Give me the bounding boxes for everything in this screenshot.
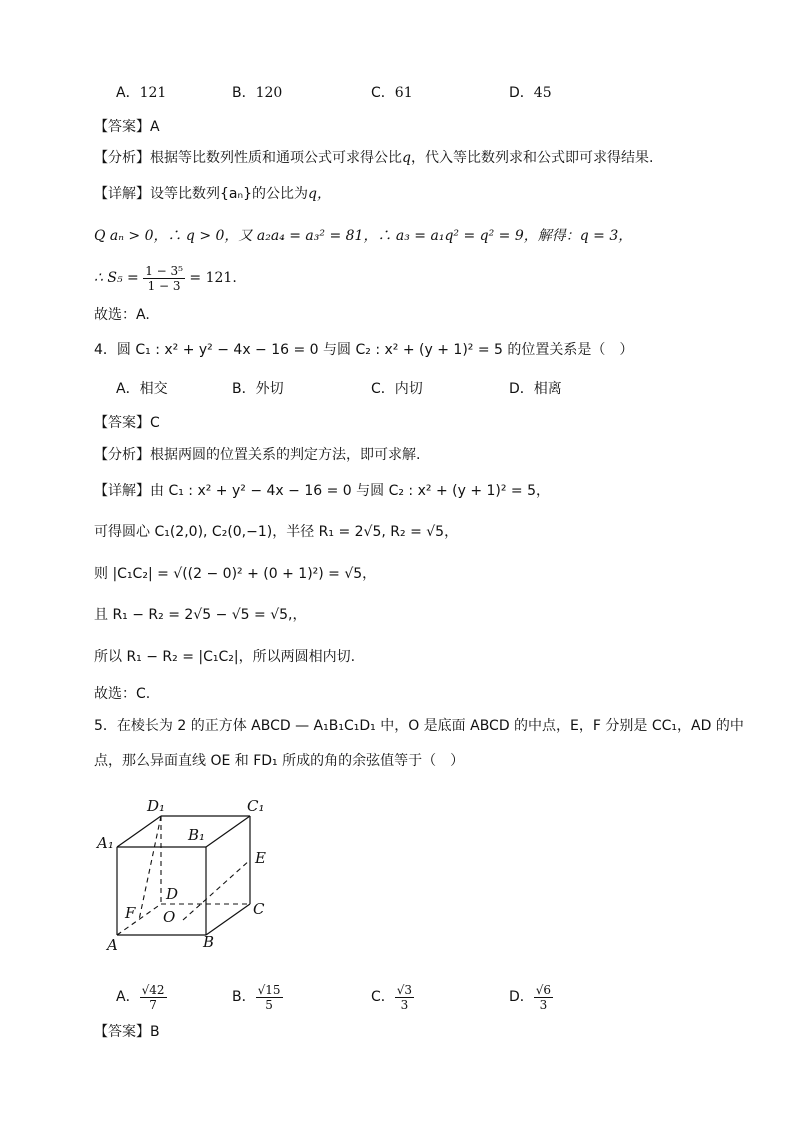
- label-b: B: [203, 933, 215, 951]
- q4-option-b: B．外切: [232, 381, 284, 397]
- q5-option-a-fraction: $\frac{√42}{7}$: [141, 982, 165, 1012]
- q3-analysis: 【分析】根据等比数列性质和通项公式可求得公比q，代入等比数列求和公式即可求得结果.: [94, 150, 654, 166]
- q5-answer: 【答案】B: [94, 1024, 160, 1040]
- label-d: D: [166, 885, 179, 903]
- q4-detail: 【详解】由 C₁ : x² + y² − 4x − 16 = 0 与圆 C₂ : x² + (y + 1)² = 5，: [94, 483, 551, 499]
- q4-option-a: A．相交: [116, 381, 168, 397]
- label-b1: B₁: [188, 826, 206, 844]
- aux: [139, 920, 206, 935]
- label-c: C: [253, 900, 265, 918]
- q4-answer: 【答案】C: [94, 415, 160, 431]
- label-o: O: [163, 908, 176, 926]
- q3-step1: Q aₙ > 0，∴ q > 0，又 a₂a₄ = a₃² = 81，∴ a₃ = a₁q² = q² = 9，解得：q = 3，: [94, 228, 633, 244]
- q3-detail: 【详解】设等比数列{aₙ}的公比为q，: [94, 186, 331, 202]
- q5-stem-line1: 5．在棱长为 2 的正方体 ABCD — A₁B₁C₁D₁ 中，O 是底面 ABCD 的中点，E，F 分别是 CC₁，AD 的中: [94, 718, 744, 734]
- edge-b-c: [206, 904, 250, 935]
- hidden-guide: [161, 816, 206, 935]
- q4-analysis: 【分析】根据两圆的位置关系的判定方法，即可求解.: [94, 447, 421, 463]
- edge-a-d-hidden: [117, 904, 161, 935]
- q5-option-c: C． $\frac{√3}{3}$: [371, 982, 413, 1012]
- edge-a1-d1: [117, 816, 161, 847]
- q3-answer: 【答案】A: [94, 119, 160, 135]
- q4-option-d: D．相离: [509, 381, 562, 397]
- q4-line4: 且 R₁ − R₂ = 2√5 − √5 = √5,，: [94, 607, 307, 623]
- q3-option-b: B．120: [232, 85, 283, 101]
- q5-option-b: B． $\frac{√15}{5}$: [232, 982, 281, 1012]
- q4-line2: 可得圆心 C₁(2,0), C₂(0,−1)，半径 R₁ = 2√5, R₂ = √5，: [94, 524, 459, 540]
- q3-option-d: D．45: [509, 85, 552, 101]
- q5-option-a: A． $\frac{√42}{7}$: [116, 982, 165, 1012]
- q3-option-a: A．121: [116, 85, 167, 101]
- label-f: F: [125, 904, 136, 922]
- segment-o-e: [183, 860, 250, 920]
- q3-sum-fraction: $\frac{\text{1 − 3⁵}}{1 - 3}$: [145, 263, 183, 293]
- q5-option-c-fraction: $\frac{√3}{3}$: [396, 982, 413, 1012]
- q3-choose: 故选：A.: [94, 307, 150, 323]
- segment-d1-f: [139, 816, 161, 920]
- q5-stem-line2: 点，那么异面直线 OE 和 FD₁ 所成的角的余弦值等于（ ）: [94, 753, 465, 769]
- q5-option-b-fraction: $\frac{√15}{5}$: [257, 982, 281, 1012]
- label-c1: C₁: [247, 797, 265, 815]
- q4-choose: 故选：C.: [94, 686, 151, 702]
- edge-b1-c1: [206, 816, 250, 847]
- label-e: E: [255, 849, 266, 867]
- q4-stem: 4．圆 C₁ : x² + y² − 4x − 16 = 0 与圆 C₂ : x² + (y + 1)² = 5 的位置关系是（ ）: [94, 342, 634, 358]
- q4-option-c: C．内切: [371, 381, 423, 397]
- q5-option-d: D． $\frac{√6}{3}$: [509, 982, 552, 1012]
- q4-line3: 则 |C₁C₂| = √((2 − 0)² + (0 + 1)²) = √5，: [94, 566, 377, 582]
- label-a1: A₁: [97, 834, 114, 852]
- q3-option-c: C．61: [371, 85, 413, 101]
- q5-option-d-fraction: $\frac{√6}{3}$: [535, 982, 552, 1012]
- q3-step2: ∴ S₅ = $\frac{\text{1 − 3⁵}}{1 - 3}$ = 121.: [94, 263, 237, 293]
- label-d1: D₁: [147, 797, 166, 815]
- q4-line5: 所以 R₁ − R₂ = |C₁C₂|，所以两圆相内切.: [94, 649, 356, 665]
- label-a: A: [107, 936, 118, 954]
